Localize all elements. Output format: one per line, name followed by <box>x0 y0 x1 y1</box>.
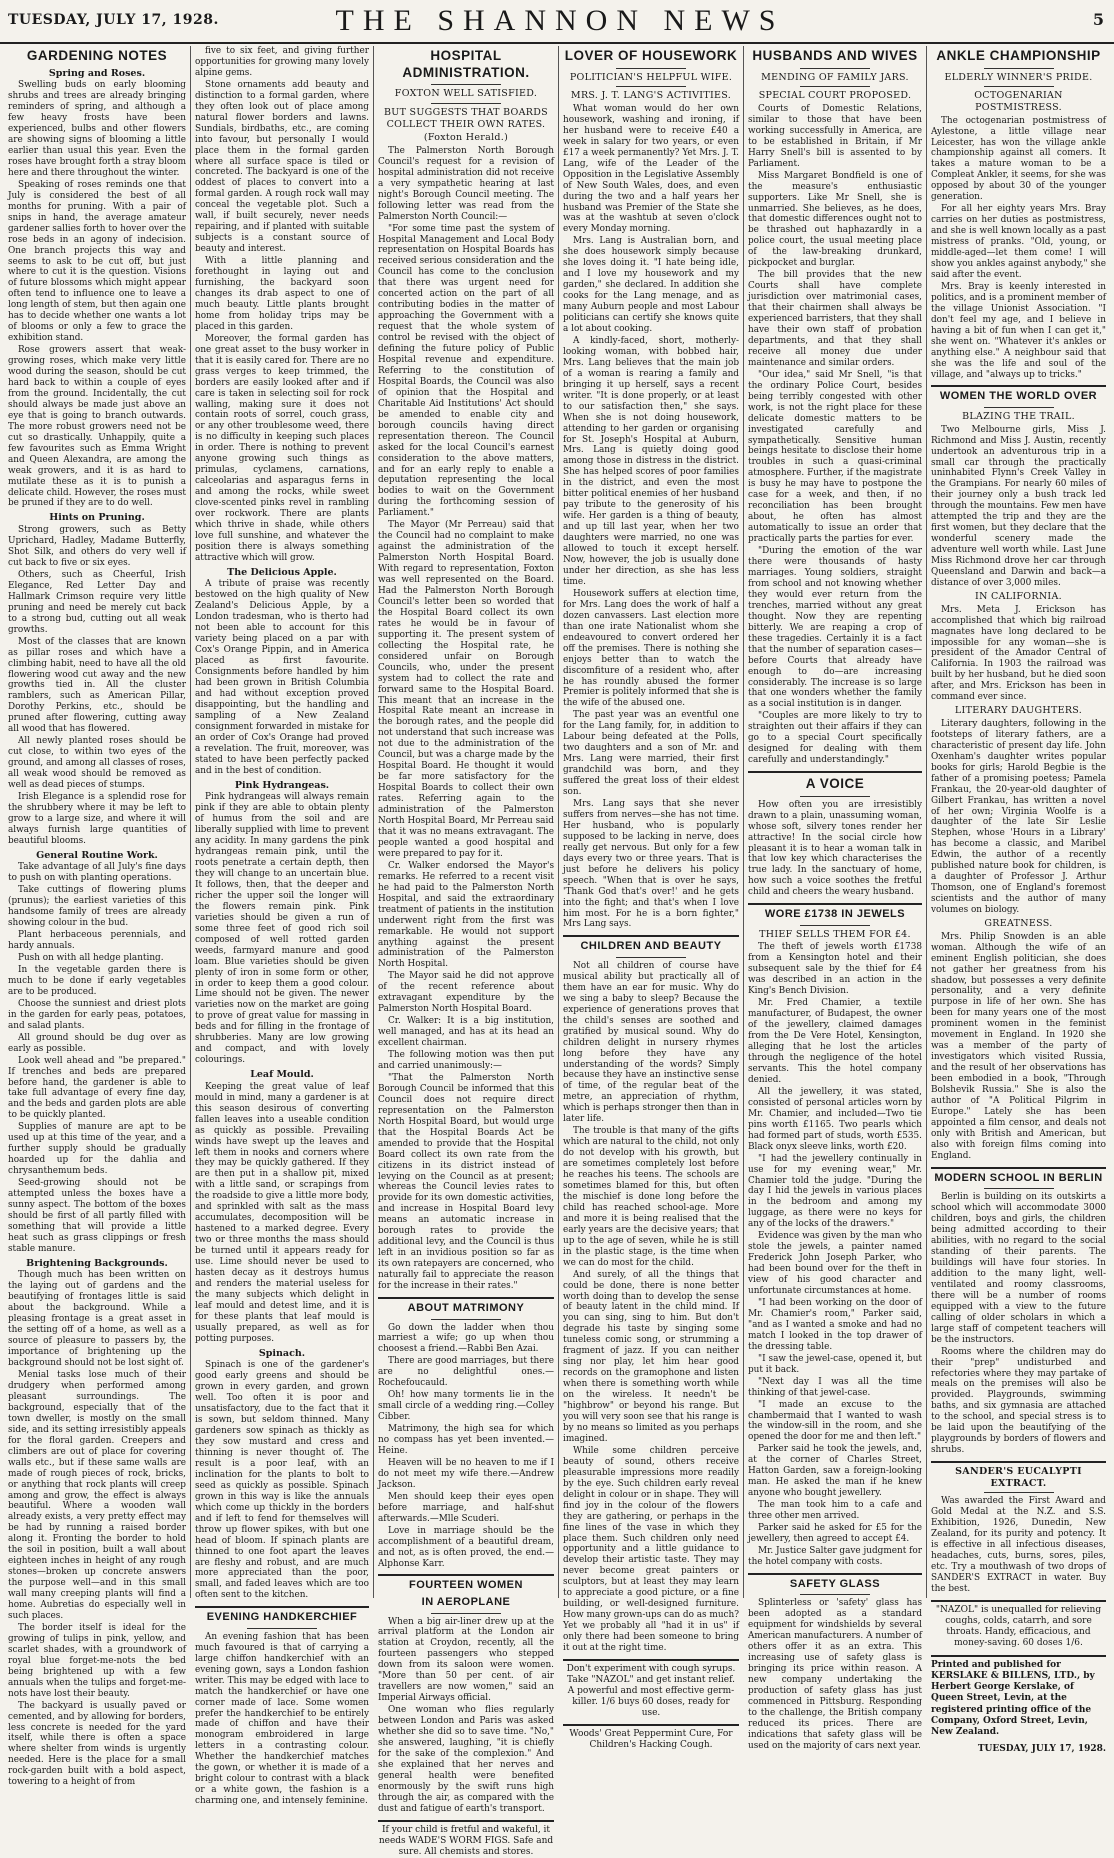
byline: (Foxton Herald.) <box>423 132 509 144</box>
paragraph: Not all children of course have musical ability but practically all of them have an ear for music. Why do we sing a baby to sleep? Because the experience of generations proves that the child's senses are soothed and gratified by musical sound. Why do children delight in nursery rhymes long before they have any understanding of the words? Simply because they have an instinctive sense of time, of the regular beat of the metre, an appreciation of rhythm, which is perhaps stronger then than in later life. <box>563 960 739 1125</box>
masthead-date: TUESDAY, JULY 17, 1928. <box>8 12 219 28</box>
evening-handkerchief-heading: EVENING HANDKERCHIEF <box>206 1611 358 1624</box>
subheading: Pink Hydrangeas. <box>234 779 330 791</box>
paragraph: All the jewellery, it was stated, consisted of personal articles worn by Mr. Chamier, and included—Two tie pins worth £1165. Two pearls which had formed part of studs, worth £535. Black onyx sleeve links, worth £20. <box>748 1086 922 1152</box>
paragraph: Men should keep their eyes open before marriage, and half-shut afterwards.—Mlle Scuderi. <box>378 1491 554 1524</box>
paragraph: Pink hydrangeas will always remain pink if they are able to obtain plenty of humus from the soil and are liberally supplied with lime to prevent any acidity. In many gardens the pink hydrangeas remain pink, until the roots penetrate a certain depth, then they will change to an uncertain blue. It follows, then, that the deeper and richer the upper soil the longer will the flowers remain pink. Pink varieties should be given a run of some three feet of good rich soil composed of well rotted garden weeds, farmyard manure and good loam. Blue varieties should be given plenty of iron in some form or other, in order to keep them a good colour. Lime should not be given. The newer varieties now on the market are going to prove of great value for massing in beds and for filling in the frontage of shrubberies. Many are low growing and compact, and with lovely colourings. <box>195 792 369 1066</box>
subheading: POLITICIAN'S HELPFUL WIFE. <box>569 71 733 83</box>
divider <box>431 84 501 85</box>
column-husbands-wives <box>743 46 926 1751</box>
paragraph: Heaven will be no heaven to me if I do not meet my wife there.—Andrew Jackson. <box>378 1457 554 1490</box>
divider <box>378 1297 554 1299</box>
safety-glass-heading: SAFETY GLASS <box>789 1577 881 1590</box>
paragraph: Love in marriage should be the accomplishment of a beautiful dream, and not, as is often proved, the end.—Alphonse Karr. <box>378 1525 554 1569</box>
paragraph: Mr. Justice Salter gave judgment for the hotel company with costs. <box>748 1545 922 1567</box>
paragraph: Stone ornaments add beauty and distinction to a formal garden, where they often look out of place among natural flower borders and lawns. Sundials, birdbaths, etc., are coming into favour, but personally I would place them in the formal garden where all surface space is tiled or concreted. The backyard is one of the oddest of places to convert into a formal garden. A rough rock wall may conceal the vegetable plot. Such a wall, if built securely, never needs repairing, and if planted with suitable subjects is a constant source of beauty and interest. <box>195 79 369 255</box>
paragraph: Others, such as Cheerful, Irish Elegance, Red Letter Day and Hallmark Crimson require very little pruning and need be merely cut back to a strong bud, cutting out all weak growths. <box>8 569 186 635</box>
paragraph: Cr. Walker endorsed the Mayor's remarks. He referred to a recent visit he had paid to the Palmerston North Hospital, and said the extraordinary treatment of patients in the institution underwent right from the first was remarkable. He would not support anything against the present administration of the Palmerston North Hospital. <box>378 860 554 970</box>
paragraph: Mrs. Bray is keenly interested in politics, and is a prominent member of the village Unionist Association. "I don't feel my age, and I believe in having a bit of fun when I can get it," she went on. "Whatever it's ankles or anything else." A neighbour said that she was the life and soul of the village, and "always up to tricks." <box>931 281 1106 380</box>
divider <box>616 86 686 87</box>
subheading: BUT SUGGESTS THAT BOARDS COLLECT THEIR OWN RATES. <box>384 106 548 130</box>
columns <box>4 46 1110 1857</box>
paragraph: Courts of Domestic Relations, similar to those that have been working successfully in America, are to be established in Britain, if Mr Harry Snell's bill is assented to by Parliament. <box>748 103 922 169</box>
paragraph: Seed-growing should not be attempted unless the boxes have a sunny aspect. The bottom of the boxes should be first of all partly filled with something that will provide a little heat such as grass clippings or fresh stable manure. <box>8 1178 186 1254</box>
divider <box>800 68 870 69</box>
paragraph: Most of the classes that are known as pillar roses and which have a climbing habit, need to have all the old flowering wood cut away and the new growths tied in. All the cluster ramblers, such as American Pillar, Dorothy Perkins, etc., should be pruned after flowering, cutting away all wood that has flowered. <box>8 636 186 735</box>
paragraph: Mrs. Philip Snowden is an able woman. Although the wife of an eminent English politician, she does not gather her greatness from his shadow, but possesses a very definite personality, and a very definite purpose in life of her own. She has been for many years one of the most prominent women in the feminist movement in England. In 1920 she was a member of the party of investigators which visited Russia, and the result of her observations has been embodied in a book, "Through Bolshevik Russia." She is also the author of "A Political Pilgrim in Europe." Lately she has been appointed a film censor, and deals not only with British and American, but also with foreign films coming into England. <box>931 931 1106 1161</box>
paragraph: The Mayor said he did not approve of the recent reference about extravagant expenditure by the Palmerston North Hospital Board. <box>378 971 554 1015</box>
paragraph: Spinach is one of the gardener's good early greens and should be grown in every garden, and grown well. Too often it is poor and unsatisfactory, due to the fact that it is sown, but seldom thinned. Many gardeners sow spinach as thickly as they sow mustard and cress and thinning is never thought of. The result is a poor leaf, with an inclination for the plants to bolt to seed as quickly as possible. Spinach grown in this way is like the annuals which come up thickly in the borders and if left to fend for themselves will throw up flower spikes, with but one head of bloom. If spinach plants are thinned to one foot apart the leaves are fleshy and robust, and are much more appreciated than the poor, small, and faded leaves which are too often sent to the kitchen. <box>195 1360 369 1601</box>
divider <box>800 86 870 87</box>
paragraph: The past year was an eventful one for the Lang family, for, in addition to Labour being defeated at the Polls, two daughters and a son of Mr. and Mrs. Lang were married, their first grandchild was born, and they suffered the great loss of their eldest son. <box>563 710 739 798</box>
paragraph: Rose growers assert that weak-growing roses, which make very little wood during the season, should be cut hard back to within a couple of eyes from the ground. Incidentally, the cut should always be made just above an eye that is going to branch outwards. The more robust growers need not be cut so drastically. Unhappily, quite a few favourites such as Emma Wright and Queen Alexandra, are among the weak growers, and it is as hard to mutilate these as it is to punish a delicate child. However, the roses must be pruned if they are to do well. <box>8 345 186 509</box>
paragraph: Mrs. Lang is Australian born, and she does housework simply because she loves doing it. "I hate being idle, and I love my housework and my garden," she declared. In addition she cooks for the Lang menage, and as many Auburn people and most Labour politicians can certify she knows quite a lot about cooking. <box>563 236 739 334</box>
berlin-school-heading: MODERN SCHOOL IN BERLIN <box>934 1171 1103 1184</box>
paragraph: Housework suffers at election time, for Mrs. Lang does the work of half a dozen canvassers. Last election more than one irate Nationalist whom she endeavoured to convert ordered her off the premises. There is nothing she enjoys better than to watch the discomfiture of a resident who, after he has roundly abused the former Premier is politely informed that she is the wife of the abused one. <box>563 588 739 709</box>
divider <box>247 1628 317 1629</box>
nazol-ad: Don't experiment with cough syrups. Take "NAZOL" and get instant relief. A powerful and most effective germ-killer. 1/6 buys 60 doses, ready for use. <box>566 1663 736 1719</box>
paragraph: five to six feet, and giving further opportunities for growing many lovely alpine gems. <box>195 46 369 78</box>
paragraph: An evening fashion that has been much favoured is that of carrying a large chiffon handkerchief with an evening gown, says a London fashion writer. This may be edged with lace to match the handkerchief or have one corner made of lace. Some women prefer the handkerchief to be entirely made of chiffon and have their monogram embroidered in large letters in a contrasting colour. Whether the handkerchief matches the gown, or whether it is made of a bright colour to contrast with a black or a white gown, the fashion is a charming one, and intensely feminine. <box>195 1631 369 1807</box>
paragraph: The trouble is that many of the gifts which are natural to the child, not only do not develop with his growth, but are sometimes completely lost before he reaches his teens. The schools are sometimes blamed for this, but often the mischief is done long before the child has reached school-age. More and more it is being realised that the early years are the decisive years; that up to the age of seven, while he is still in the plastic stage, is the time when we can do most for the child. <box>563 1126 739 1268</box>
eucalypti-heading: SANDER'S EUCALYPTI EXTRACT. <box>955 1466 1082 1489</box>
paragraph: While some children perceive beauty of sound, others receive pleasurable impressions more readily by the eye. Such children early reveal delight in colour or in shape. They will find joy in the colour of the flowers they are gathering, or perhaps in the fine lines of the vase in which they place them. Such children only need opportunity and a little guidance to develop their artistic taste. They may never become great painters or sculptors, but at least they may learn to appreciate a good picture, or a fine building, or well-designed furniture. How many grown-ups can do as much? Yet we probably all "had it in us" if only there had been someone to bring it out at the right time. <box>563 1445 739 1654</box>
paragraph: The border itself is ideal for the growing of tulips in pink, yellow, and scarlet shades, with a groundwork of royal blue forget-me-nots the bed being brightened up with a few annuals when the tulips and forget-me-nots have lost their beauty. <box>8 1622 186 1699</box>
subheading: THIEF SELLS THEM FOR £4. <box>759 928 911 940</box>
paragraph: Berlin is building on its outskirts a school which will accommodate 3000 children, boys and girls, the children being admitted according to their abilities, with no regard to the social standing of their parents. The buildings will have four stories. In addition to the many light, well-ventilated and roomy classrooms, there will be a number of rooms equipped with a view to the future calling of older scholars in which a large staff of competent teachers will be the instructors. <box>931 1192 1106 1345</box>
paragraph: All ground should be dug over as early as possible. <box>8 1032 186 1054</box>
paragraph: In the vegetable garden there is much to be done if early vegetables are to be produced. <box>8 965 186 997</box>
paragraph: Moreover, the formal garden has one great asset to the busy worker in that it is easily cared for. There are no grass verges to keep trimmed, the borders are easily looked after and if care is taken in selecting soil for rock walling, making sure it does not contain roots of sorrel, couch grass, or any other troublesome weed, there is no difficulty in keeping such places in order. There is nothing to prevent anyone growing such things as primulas, cyclamens, carnations, calceolarias and asparagus ferns in and among the rocks, while sweet clove-scented pinks revel in rambling over rockwork. There are plants which thrive in shade, while others love full sunshine, and whatever the position there is always something attractive which will grow. <box>195 333 369 563</box>
paragraph: Swelling buds on early blooming shrubs and trees are already bringing reminders of spring, and although a few heavy frosts have been experienced, bulbs and other flowers are showing signs of blooming a little earlier than usual this year. Even the roses have brought forth a stray bloom here and there throughout the winter. <box>8 80 186 178</box>
paragraph: Oh! how many torments lie in the small circle of a wedding ring.—Colley Cibber. <box>378 1390 554 1423</box>
paragraph: What woman would do her own housework, washing and ironing, if her husband were to receive £40 a week in salary for two years, or even £17 a week permanently? Yet Mrs. J. T. Lang, wife of the Leader of the Opposition in the Legislative Assembly of New South Wales, does, and even during the two and a half years her husband was Premier of the State she was at the washtub at seven o'clock every Monday morning. <box>563 103 739 235</box>
paragraph: Splinterless or 'safety' glass has been adopted as a standard equipment for windshields by several American manufacturers. A number of others offer it as an extra. This increasing use of safety glass is bringing its price within reason. A new company undertaking the production of safety glass has just commenced in Pittsburg. Responding to the challenge, the British company reduced its prices. There are indications that safety glass will be used on the majority of cars next year. <box>748 1598 922 1751</box>
paragraph: Though much has been written on the laying out of gardens and the beautifying of frontages little is said about the background. While a pleasing frontage is a great asset in the setting off of a home, as well as a source of pleasure to passers by, the importance of brightening up the background should not be lost sight of. <box>8 1270 186 1369</box>
paragraph: Look well ahead and "be prepared." If trenches and beds are prepared before hand, the gardener is able to take full advantage of every fine day, and the beds and garden plots are able to be quickly planted. <box>8 1055 186 1121</box>
divider <box>984 407 1054 408</box>
paragraph: Matrimony, the high sea for which no compass has yet been invented.—Heine. <box>378 1424 554 1456</box>
subheading: The Delicious Apple. <box>227 566 337 578</box>
paragraph: "I had been working on the door of Mr. Chamier's room," Parker said, "and as I wanted a smoke and had no match I looked in the top drawer of the dressing table. <box>748 1297 922 1352</box>
paragraph: A kindly-faced, short, motherly-looking woman, with bobbed hair, Mrs. Lang believes that the main job of a woman is rearing a family and bringing it up herself, says a recent writer. "It is done properly, or at least to our satisfaction then," she says. When she is not doing housework, attending to her garden or organising for St. Joseph's Hospital at Auburn, Mrs. Lang is quietly doing good among those in distress in the district. She has helped scores of poor families in the district, and even the most bitter political enemies of her husband pay tribute to the generosity of his wife. Her garden is a thing of beauty, and up till last year, when her two daughters were married, no one was allowed to touch it except herself. Now, however, the job is usually done under her direction, as she has less time. <box>563 335 739 587</box>
paragraph: Menial tasks lose much of their drudgery when performed among pleasant surroundings. The background, especially that of the town dweller, is mostly on the small side, and its setting irresistibly appeals for the floral garden. Creepers and climbers are out of place for covering walls etc., but if these same walls are made of rough pieces of rock, bricks, or anything that rock plants will creep among and grow, the effect is always beautiful. Where a wooden wall already exists, a very pretty effect may be had by running a raised border along it. Fronting the border to hold the soil in position, built a wall about eighteen inches in height of any rough stones—broken up concrete answers the purpose well—and in this small wall many creeping plants will find a home. Aubretias do especially well in such places. <box>8 1370 186 1621</box>
paragraph: Cr. Walker: It is a big institution, well managed, and has at its head an excellent chairman. <box>378 1016 554 1049</box>
divider <box>931 1461 1106 1463</box>
paragraph: For all her eighty years Mrs. Bray carries on her duties as postmistress, and she is well known locally as a past mistress of pranks. "Old, young, or middle-aged—let them come! I will show you ankles against anybody," she said after the event. <box>931 204 1106 280</box>
children-beauty-heading: CHILDREN AND BEAUTY <box>580 940 722 953</box>
fourteen-women-heading: FOURTEEN WOMEN <box>409 1579 523 1592</box>
column-housework <box>558 46 743 1751</box>
peppermint-cure-ad: Woods' Great Peppermint Cure, For Children's Hacking Cough. <box>569 1729 733 1751</box>
divider <box>748 1573 922 1575</box>
divider <box>984 1492 1054 1493</box>
paragraph: Two Melbourne girls, Miss J. Richmond and Miss J. Austin, recently undertook an adventurous trip in a small car through the practically uninhabited Flynn's Creek Valley in the Grampians. For nearly 60 miles of their journey only a bush track led through the mountains. Few men have attempted the trip and they are the first women, but they declare that the wonderful scenery made the adventure well worth while. Last June Miss Richmond drove her car through Queensland and Darwin and back—a distance of over 3,000 miles. <box>931 424 1106 589</box>
paragraph: The Mayor (Mr Perreau) said that the Council had no complaint to make against the administration of the Palmerston North Hospital Board. With regard to representation, Foxton was well represented on the Board. Had the Palmerston North Borough Council's letter been so worded that the Hospital Board collect its own rates he would be in favour of supporting it. The present system of collecting the Hospital rate, he considered unfair on Borough Councils, who, under the present system had to collect the rate and forward same to the Hospital Board. This meant that an increase in the Hospital Rate meant an increase in the borough rates, and the people did not understand that such increase was not due to the administration of the Council, but was a charge made by the Hospital Board. He thought it would be far more satisfactory for the Hospital Boards to collect their own rates. Referring again to the administration of the Palmerston North Hospital Board, Mr Perreau said that it was no means extravagant. The people wanted a good hospital and were prepared to pay for it. <box>378 520 554 859</box>
jewels-heading: WORE £1738 IN JEWELS <box>764 908 906 921</box>
paragraph: "That the Palmerston North Borough Council be informed that this Council does not require direct representation on the Palmerston North Hospital Board, but would urge that the Hospital Boards Act be amended to provide that the Hospital Board collect its own rate from the citizens in its district instead of levying on the Council as at present; whereas the Council levies rates to provide for its own domestic activities, and increase in Hospital Board levy means an automatic increase in borough rates to provide the additional levy, and the Council is thus left in an invidious position so far as its own ratepayers are concerned, who naturally fail to appreciate the reason for the increase in their rates." <box>378 1072 554 1292</box>
paragraph: How often you are irresistibly drawn to a plain, unassuming woman, whose soft, silvery tones render her attractive! In the social circle how pleasant it is to hear a woman talk in that low key which characterises the true lady. In the sanctuary of home, how such a voice soothes the fretful child and cheers the weary husband. <box>748 799 922 898</box>
masthead <box>0 0 1114 44</box>
paragraph: One woman who flies regularly between London and Paris was asked whether she did so to save time. "No," she answered, laughing, "it is chiefly for the sake of the complexion." And she explained that her nerves and general health were benefited enormously by the swift runs high through the air, as compared with the dust and fatigue of earth's transport. <box>378 1705 554 1814</box>
paragraph: Strong growers, such as Betty Uprichard, Hadley, Madame Butterfly, Shot Silk, and others do very well if cut back to five or six eyes. <box>8 525 186 568</box>
paragraph: When a big air-liner drew up at the arrival platform at the London air station at Croydon, recently, all the fourteen passengers who stepped down from its saloon were women. "More than 50 per cent. of air travellers are now women," said an Imperial Airways official. <box>378 1616 554 1704</box>
hospital-heading: HOSPITAL ADMINISTRATION. <box>402 48 530 80</box>
page-number: 5 <box>1092 10 1104 29</box>
paragraph: Literary daughters, following in the footsteps of literary fathers, are a characteristic of present day life. John Oxenham's daughter writes popular books for girls; Harold Begbie is the father of a promising poetess; Pamela Frankau, the 20-year-old daughter of Gilbert Frankau, has written a novel of her own; Virginia Woolfe is a daughter of the late Sir Leslie Stephen, whose 'Hours in a Library' has become a classic, and Maribel Edwin, the author of a recently published nature book for children, is a daughter of Professor J. Arthur Thomson, one of England's foremost scientists and the author of many volumes on biology. <box>931 718 1106 916</box>
paragraph: "Our idea," said Mr Snell, "is that the ordinary Police Court, besides being terribly congested with other work, is not the right place for these delicate domestic matters to be investigated carefully and sympathetically. Sensitive human beings hesitate to disclose their home troubles in such a quasi-criminal atmosphere. Further, if the magistrate is busy he may have to postpone the case for a week, and then, if no reconciliation has been brought about, he often has almost automatically to issue an order that practically parts the parties for ever. <box>748 369 922 545</box>
subheading: Hints on Pruning. <box>49 512 145 524</box>
divider <box>931 1167 1106 1169</box>
divider <box>748 771 922 773</box>
subheading: MRS. J. T. LANG'S ACTIVITIES. <box>570 90 732 102</box>
column-gardening <box>4 46 190 1788</box>
divider <box>931 385 1106 387</box>
subheading: FOXTON WELL SATISFIED. <box>394 88 538 100</box>
nazol-ad-2: "NAZOL" is unequalled for relieving coughs, colds, catarrh, and sore throats. Handy, efficacious, and money-saving. 60 doses 1/6. <box>935 1605 1102 1649</box>
paragraph: Miss Margaret Bondfield is one of the measure's enthusiastic supporters. Like Mr Snell, she is unmarried. She believes, as he does, that domestic differences ought not to be thrashed out haphazardly in a police court, the usual meeting place of the law-breaking drunkard, pickpocket and burglar. <box>748 170 922 269</box>
subheading: ELDERLY WINNER'S PRIDE. <box>944 71 1093 83</box>
paragraph: Mrs. Lang says that she never suffers from nerves—she has not time. Her husband, who is popularly supposed to be lacking in nerve, does really get nervous. But only for a few days every two or three years. That is just before he delivers his policy speech. "When that is over he says, 'Thank God that's over!' and he gets into the fight; and that's when I love him most. For he is a born fighter," Mrs Lang says. <box>563 798 739 930</box>
paragraph: Go down the ladder when thou marriest a wife; go up when thou choosest a friend.—Rabbi Ben Azai. <box>378 1322 554 1355</box>
paragraph: Rooms where the children may do their "prep" undisturbed and refectories where they may partake of meals on the premises will also be provided. Playgrounds, swimming baths, and six gymnasia are attached to the school, and special stress is to be laid upon the beautifying of the playgrounds by borders of flowers and shrubs. <box>931 1346 1106 1456</box>
paragraph: And surely, of all the things that could be done, there is none better worth doing than to develop the sense of beauty latent in the child mind. If you can sing, sing to him. But don't degrade his taste by singing some tuneless comic song, or strumming a fragment of jazz. If you can neither sing nor play, let him hear good records on the gramophone and listen when there is something worth while on the wireless. It needn't be "highbrow" or beyond his range. But you will very soon see that his range is by no means so limited as you perhaps imagined. <box>563 1269 739 1444</box>
divider <box>563 1659 739 1661</box>
worm-figs-ad: If your child is fretful and wakeful, it needs WADE'S WORM FIGS. Safe and sure. All chemists and stores. <box>378 1824 554 1857</box>
paragraph: The octogenarian postmistress of Aylestone, a little village near Leicester, has won the village ankle championship against all comers. It takes a mature woman to be a Compleat Ankler, it seems, for she was opposed by about 30 of the younger generation. <box>931 115 1106 203</box>
divider <box>984 86 1054 87</box>
husbands-wives-heading: HUSBANDS AND WIVES <box>752 48 918 63</box>
divider <box>800 925 870 926</box>
subheading: MENDING OF FAMILY JARS. <box>761 71 909 83</box>
divider <box>800 1594 870 1595</box>
paragraph: "I saw the jewel-case, opened it, but put it back. <box>748 1353 922 1375</box>
divider <box>800 796 870 797</box>
paragraph: The Palmerston North Borough Council's request for a revision of hospital administration did not receive a very sympathetic hearing at last night's Borough Council meeting. The following letter was read from the Palmerston North Council:— <box>378 145 554 222</box>
aeroplane-heading: IN AEROPLANE <box>421 1596 511 1608</box>
paragraph: "I made an excuse to the chambermaid that I wanted to wash the window-sill in the room, and she opened the door for me and then left." <box>748 1399 922 1443</box>
paragraph: All newly planted roses should be cut close, to within two eyes of the ground, and among all classes of roses, all weak wood should be removed as well as dead pieces of stumps. <box>8 736 186 791</box>
ankle-championship-heading: ANKLE CHAMPIONSHIP <box>936 48 1101 63</box>
paragraph: The bill provides that the new Courts shall have complete jurisdiction over matrimonial cases, that their chairmen shall always be experienced barristers, that they shall have their own staff of probation departments, and that they shall receive all money due under maintenance and similar orders. <box>748 270 922 368</box>
divider <box>984 68 1054 69</box>
paragraph: The theft of jewels worth £1738 from a Kensington hotel and their subsequent sale by the thief for £4 was described in an action in the King's Bench Division. <box>748 942 922 997</box>
masthead-title: THE SHANNON NEWS <box>335 4 785 37</box>
subheading: General Routine Work. <box>36 849 158 861</box>
paragraph: The following motion was then put and carried unanimously:— <box>378 1050 554 1071</box>
subheading: Leaf Mould. <box>250 1069 314 1081</box>
divider <box>984 1188 1054 1189</box>
divider <box>431 103 501 104</box>
paragraph: Parker said he took the jewels, and, at the corner of Charles Street, Hatton Garden, saw a foreign-looking man. He asked the man if he knew anyone who bought jewellery. <box>748 1444 922 1499</box>
paragraph: Mr. Fred Chamier, a textile manufacturer, of Budapest, the owner of the jewellery, claimed damages from the De Vere Hotel, Kensington, alleging that he lost the articles through the negligence of the hotel servants. This the hotel company denied. <box>748 998 922 1085</box>
divider <box>431 1613 501 1614</box>
paragraph: "During the emotion of the war there were thousands of hasty marriages. Young soldiers, straight from school and not knowing whether they would ever return from the trenches, married without any great thought. Now they are repenting bitterly. We are reaping a crop of these tragedies. Certainly it is a fact that the number of separation cases—before Courts that already have enough to do—are increasing considerably. The increase is so large that one wonders whether the family as a social institution is in danger. <box>748 546 922 710</box>
paragraph: A tribute of praise was recently bestowed on the high quality of New Zealand's Delicious Apple, by a London tradesman, who is therto had not been able to account for this variety being placed on a par with Cox's Orange Pippin, and in America placed as first favourite. Consignments before handled by him had been grown in British Columbia and had without exception proved disappointing, but the handling and sampling of a New Zealand consignment forwarded in mistake for an order of Cox's Orange had proved a revelation. The fruit, moreover, was stated to have been perfectly packed and in the best of condition. <box>195 579 369 776</box>
divider <box>616 957 686 958</box>
matrimony-heading: ABOUT MATRIMONY <box>407 1302 525 1314</box>
subheading: GREATNESS. <box>984 918 1053 930</box>
paragraph: "Couples are more likely to try to straighten out their affairs if they can go to a special Court specifically designed for dealing with them carefully and understandingly." <box>748 711 922 766</box>
divider <box>195 1606 369 1608</box>
subheading: LITERARY DAUGHTERS. <box>954 705 1083 717</box>
paragraph: Was awarded the First Award and Gold Medal at the N.Z. and S.S. Exhibition, 1926, Dunedin, New Zealand, for its purity and potency. It is effective in all infectious diseases, headaches, cuts, burns, sores, piles, etc. Try a mouthwash of two drops of SANDER'S EXTRACT in water. Buy the best. <box>931 1496 1106 1595</box>
paragraph: The backyard is usually paved or cemented, and by allowing for borders, less concrete is needed for the yard itself, while there is often a space where shelter from winds is urgently needed. Here is the place for a small rock-garden built with a bold aspect, towering to a height of from <box>8 1700 186 1788</box>
paragraph: Supplies of manure are apt to be used up at this time of the year, and a further supply should be gradually hoarded up for the dahlia and chrysanthemum beds. <box>8 1122 186 1177</box>
paragraph: The man took him to a cafe and three other men arrived. <box>748 1500 922 1522</box>
subheading: Spinach. <box>258 1347 306 1359</box>
paragraph: Mrs. Meta J. Erickson has accomplished that which big railroad magnates have long declared to be impossible for any woman—she is president of the Amador Central of California. In 1903 the railroad was built by her husband, but he died soon after, and Mrs. Erickson has been in command ever since. <box>931 604 1106 703</box>
divider <box>748 903 922 905</box>
imprint-date: TUESDAY, JULY 17, 1928. <box>977 1743 1106 1754</box>
paragraph: Push on with all hedge planting. <box>18 953 164 964</box>
paragraph: Choose the sunniest and driest plots in the garden for early peas, potatoes, and salad plants. <box>8 998 186 1031</box>
women-world-heading: WOMEN THE WORLD OVER <box>939 390 1098 403</box>
divider <box>378 1820 554 1822</box>
paragraph: Keeping the great value of leaf mould in mind, many a gardener is at this season desirous of converting fallen leaves into a useable condition as quickly as possible. Prevailing winds have swept up the leaves and left them in nooks and corners where they may be quickly gathered. If they are then put in a shallow pit, mixed with a little sand, or scrapings from the roadside to give a little more body, and sprinkled with salt as the mass accumulates, decomposition will be hastened to a marked degree. Every two or three months the mass should be turned until it appears ready for use. Lime should never be used to hasten decay as it destroys humus and renders the material useless for the many subjects which delight in leaf mould and detest lime, and it is for these plants that leaf mould is usually prepared, as well as for potting purposes. <box>195 1081 369 1344</box>
paragraph: Plant herbaceous perennials, and hardy annuals. <box>8 930 186 952</box>
divider <box>563 1724 739 1726</box>
column-gardening-continued <box>190 46 373 1807</box>
divider <box>563 935 739 937</box>
subheading: OCTOGENARIAN POSTMISTRESS. <box>974 90 1063 113</box>
paragraph: "I had the jewellery continually in use for my evening wear," Mr. Chamier told the judge. "During the day I hid the jewels in various places in the bedroom and among my luggage, as there were no keys for any of the locks of the drawers." <box>748 1153 922 1230</box>
paragraph: "For some time past the system of Hospital Management and Local Body representation on Hospital Boards has received serious consideration and the Council has come to the conclusion that there was urgent need for concerted action on the part of all contributing bodies in the matter of approaching the Government with a request that the whole system of control be revised with the object of defining the future policy of Public Hospital revenue and expenditure. Referring to the constitution of Hospital Boards, the Council was also of opinion that the Hospital and Charitable Aid Institutions' Act should be amended to enable city and borough councils having direct representation thereon. The Council asked for the local Council's earnest consideration to the above matters, and for an early reply to enable a deputation representing the local bodies to wait on the Government during the forthcoming session of Parliament." <box>378 223 554 519</box>
paragraph: Evidence was given by the man who stole the jewels, a painter named Frederick John Joseph Parker, who had been bound over for the theft in view of his good character and unfortunate circumstances at home. <box>748 1231 922 1297</box>
housework-heading: LOVER OF HOUSEWORK <box>564 48 738 63</box>
subheading: SPECIAL COURT PROPOSED. <box>758 90 912 102</box>
paragraph: "Next day I was all the time thinking of that jewel-case. <box>748 1376 922 1398</box>
paragraph: Take cuttings of flowering plums (prunus); the earliest varieties of this handsome family of trees are already showing colour in the bud. <box>8 885 186 929</box>
paragraph: With a little planning and forethought in laying out and furnishing, the backyard soon changes its drab aspect to one of much beauty. Little plants brought home from holiday trips may be placed in this garden. <box>195 256 369 332</box>
subheading: Spring and Roses. <box>48 67 146 79</box>
paragraph: Speaking of roses reminds one that July is considered the best of all months for pruning. With a pair of snips in hand, the average amateur gardener sallies forth to hover over the rose beds in an agony of indecision. One branch projects this way and seems to ask to be cut off, but just where to cut it is the question. Visions of future blossoms which might appear often tend to influence one to leave a long length of stem, but then again one has to decide whether one wants a lot of blooms or only a few to grace the exhibition stand. <box>8 179 186 344</box>
paragraph: There are good marriages, but there are no delightful ones.—Rochefoucauld. <box>378 1356 554 1389</box>
paragraph: Irish Elegance is a splendid rose for the shrubbery where it may be left to grow to a large size, and where it will always furnish large quantities of beautiful blooms. <box>8 791 186 846</box>
column-hospital <box>373 46 558 1857</box>
a-voice-heading: A VOICE <box>805 776 865 792</box>
paragraph: Take advantage of all July's fine days to push on with planting operations. <box>8 862 186 884</box>
divider <box>431 1319 501 1320</box>
subheading: BLAZING THE TRAIL. <box>962 411 1075 422</box>
divider <box>616 68 686 69</box>
divider <box>378 1574 554 1576</box>
subheading: Brightening Backgrounds. <box>26 1257 168 1269</box>
paragraph: Parker said he asked for £5 for the jewellery, then agreed to accept £4. <box>748 1523 922 1544</box>
subheading: IN CALIFORNIA. <box>975 590 1062 602</box>
divider <box>931 1600 1106 1602</box>
printer-imprint: Printed and published for KERSLAKE & BILLENS, LTD., by Herbert George Kerslake, of Queen Street, Levin, at the registered printing office of the Company, Oxford Street, Levin, New Zealand. <box>931 1655 1106 1737</box>
gardening-heading: GARDENING NOTES <box>26 48 168 63</box>
column-ankle-championship <box>926 46 1110 1754</box>
